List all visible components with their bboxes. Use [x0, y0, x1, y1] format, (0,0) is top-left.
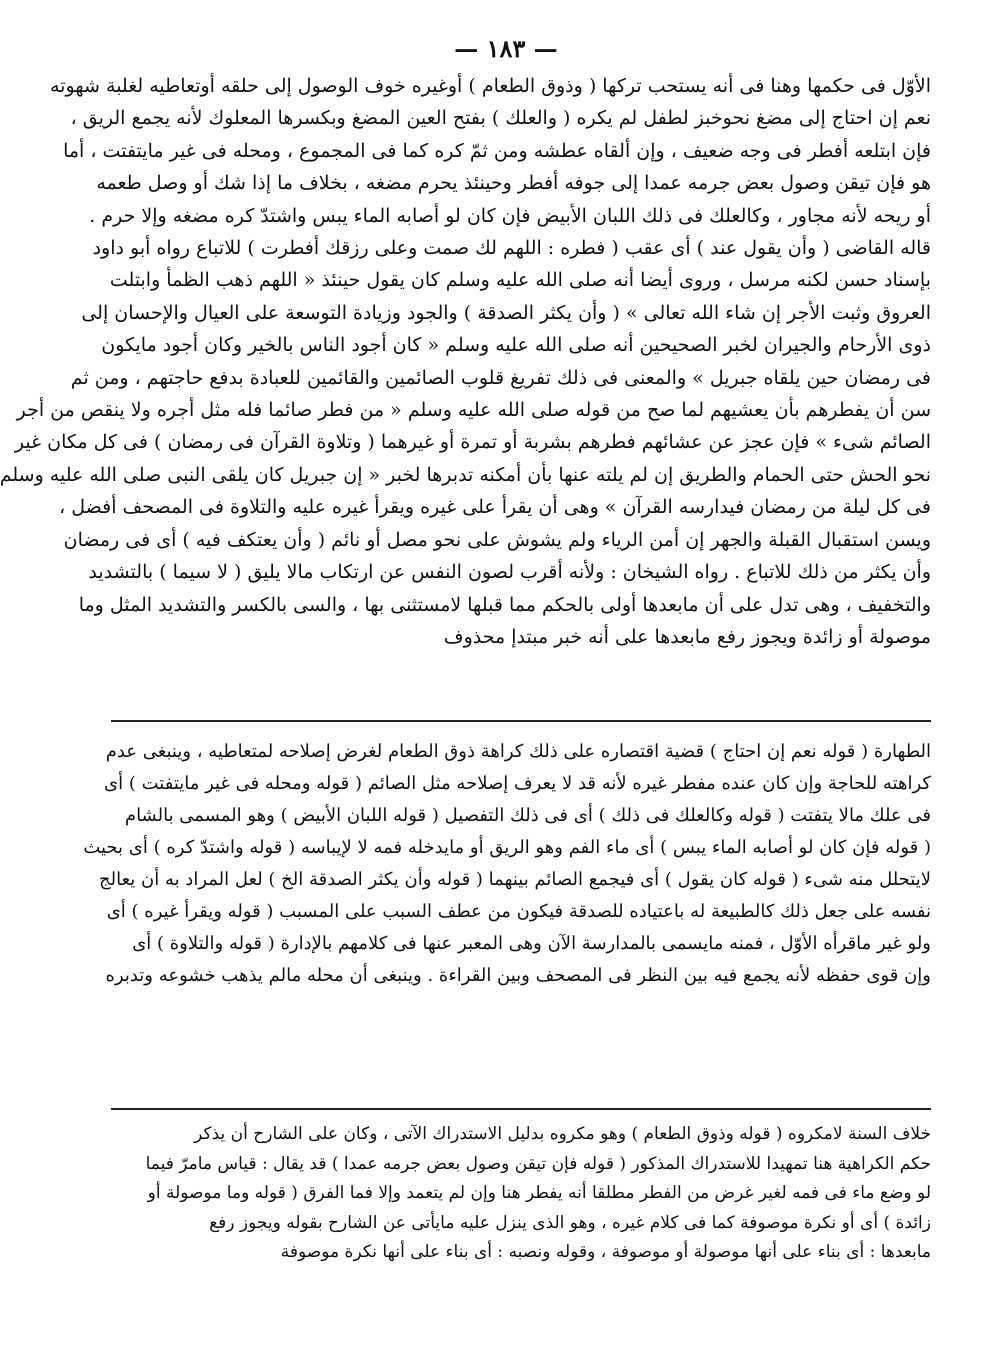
commentary-line: وإن قوى حفظه لأنه يجمع فيه بين النظر فى المصحف وبين القراءة . وينبغى أن محله مالم يذهب خشوعه وتدبره — [105, 965, 931, 986]
page-number: — ١٨٣ — — [454, 34, 558, 63]
main-text-line: الصائم شىء » فإن عجز عن عشائهم فطرهم بشربة أو تمرة أو غيرهما ( وتلاوة القرآن فى رمضان ) فى كل مكان غير — [14, 431, 931, 454]
main-text-line: فى رمضان حين يلقاه جبريل » والمعنى فى ذلك تفريغ قلوب الصائمين والقائمين للعبادة بدفع حاجتهم ، ومن ثم — [70, 366, 931, 389]
commentary-line: ( قوله فإن كان لو أصابه الماء يبس ) أى ماء الفم وهو الريق أو مايدخله فمه لا لإيباسه ( قوله واشتدّ كره ) أى بحيث — [83, 837, 931, 858]
main-text-line: قاله القاضى ( وأن يقول عند ) أى عقب ( فطره : اللهم لك صمت وعلى رزقك أفطرت ) للاتباع رواه أبو داود — [92, 237, 931, 260]
main-text-line: أو ريحه لأنه مجاور ، وكالعلك فى ذلك اللبان الأبيض فإن كان لو أصابه الماء يبس واشتدّ كره مضغه وإلا حرم . — [89, 204, 931, 227]
main-text-line: بإسناد حسن لكنه مرسل ، وروى أيضا أنه صلى الله عليه وسلم كان يقول حينئذ « اللهم ذهب الظمأ وابتلت — [109, 269, 931, 292]
commentary-line: كراهته للحاجة وإن كان عنده مفطر غيره لأنه قد لا يعرف إصلاحه مثل الصائم ( قوله ومحله فى غير مايتفتت ) أى — [104, 773, 931, 794]
footnote-line: مابعدها : أى بناء على أنها موصولة أو موصوفة ، وقوله ونصبه : أى بناء على أنها نكرة موصوفة — [280, 1242, 931, 1262]
footnote-line: خلاف السنة لامكروه ( قوله وذوق الطعام ) وهو مكروه بدليل الاستدراك الآتى ، وكان على الشارح أن يذكر — [194, 1124, 931, 1144]
main-text-line: الأوّل فى حكمها وهنا فى أنه يستحب تركها ( وذوق الطعام ) أوغيره خوف الوصول إلى حلقه أوتعاطيه لغلبة شهوته — [50, 75, 931, 97]
main-text-line: العروق وثبت الأجر إن شاء الله تعالى » ( وأن يكثر الصدقة ) والجود وزيادة التوسعة على العيال والإحسان إلى — [81, 301, 931, 324]
main-text-line: فإن ابتلعه أفطر فى وجه ضعيف ، وإن ألقاه عطشه ومن ثمّ كره كما فى المجموع ، ومحله فى غير مايتفتت ، أما — [63, 139, 931, 162]
footnote-line: زائدة ) أى أو نكرة موصوفة كما فى كلام غيره ، وهو الذى ينزل عليه مايأتى عن الشارح بقوله ويجوز رفع — [209, 1212, 931, 1233]
footnote-line: حكم الكراهية هنا تمهيدا للاستدراك المذكور ( قوله فإن تيقن وصول بعض جرمه عمدا ) قد يقال : قياس مامرّ فيما — [145, 1153, 931, 1174]
commentary-line: فى علك مالا يتفتت ( قوله وكالعلك فى ذلك ) أى فى ذلك التفصيل ( قوله اللبان الأبيض ) وهو المسمى بالشام — [124, 805, 931, 826]
section-divider — [111, 1108, 931, 1110]
main-text-line: موصولة أو زائدة ويجوز رفع مابعدها على أنه خبر مبتدإ محذوف — [443, 625, 931, 648]
commentary-line: لايتحلل منه شىء ( قوله كان يقول ) أى فيجمع الصائم بينهما ( قوله وأن يكثر الصدقة الخ ) لعل المراد به أن يعالج — [98, 869, 931, 890]
main-text-line: ويسن استقبال القبلة والجهر إن أمن الرياء ولم يشوش على نحو مصل أو نائم ( وأن يعتكف فيه ) أى فى رمضان — [63, 528, 931, 551]
main-text-line: ذوى الأرحام والجيران لخبر الصحيحين أنه صلى الله عليه وسلم « كان أجود الناس بالخير وكان أجود مايكون — [101, 334, 931, 357]
main-text-line: وأن يكثر من ذلك للاتباع . رواه الشيخان : ولأنه أقرب لصون النفس عن ارتكاب مالا يليق ( لا سيما ) بالتشديد — [88, 561, 931, 584]
section-divider — [111, 720, 931, 722]
commentary-line: الطهارة ( قوله نعم إن احتاج ) قضية اقتصاره على ذلك كراهة ذوق الطعام لغرض إصلاحه لمتعاطيه ، وينبغى عدم — [105, 741, 931, 762]
main-text-line: نحو الحش حتى الحمام والطريق إن لم يلته عنها بأن أمكنه تدبرها لخبر « إن جبريل كان يلقى النبى صلى الله عليه وسلم — [0, 463, 931, 486]
main-text-line: سن أن يفطرهم بأن يعشيهم لما صح من قوله صلى الله عليه وسلم « من فطر صائما فله مثل أجره ولا ينقص من أجر — [16, 399, 931, 422]
footnote-block — [111, 1120, 931, 1268]
commentary-line: ولو غير ماقرأه الأوّل ، فمنه مايسمى بالمدارسة الآن وهى المعبر عنها فى كلامهم بالإدارة ( قوله والتلاوة ) أى — [132, 933, 931, 954]
main-text-line: هو فإن تيقن وصول بعض جرمه عمدا إلى جوفه أفطر وحينئذ يحرم مضغه ، بخلاف ما إذا شك أو وصل طعمه — [96, 172, 931, 195]
commentary-block — [83, 736, 931, 992]
main-text-line: والتخفيف ، وهى تدل على أن مابعدها أولى بالحكم مما قبلها لامستثنى بها ، والسى بالكسر والتشديد المثل وما — [78, 593, 931, 616]
main-text-line: نعم إن احتاج إلى مضغ نحوخبز لطفل لم يكره ( والعلك ) بفتح العين المضغ وبكسرها المعلوك لأنه يجمع الريق ، — [70, 107, 931, 130]
commentary-line: نفسه على جعل ذلك كالطبيعة له باعتياده للصدقة فيكون من عطف السبب على المسبب ( قوله ويقرأ غيره ) أى — [106, 901, 931, 922]
footnote-line: لو وضع ماء فى فمه لغير غرض من الفطر مطلقا أنه يفطر هنا وإن لم يتعمد وإلا فما الفرق ( قوله وما موصولة أو — [147, 1183, 931, 1203]
main-text-line: فى كل ليلة من رمضان فيدارسه القرآن » وهى أن يقرأ على غيره ويقرأ غيره عليه والتلاوة فى المصحف أفضل ، — [59, 496, 931, 519]
main-text-block — [0, 70, 931, 653]
